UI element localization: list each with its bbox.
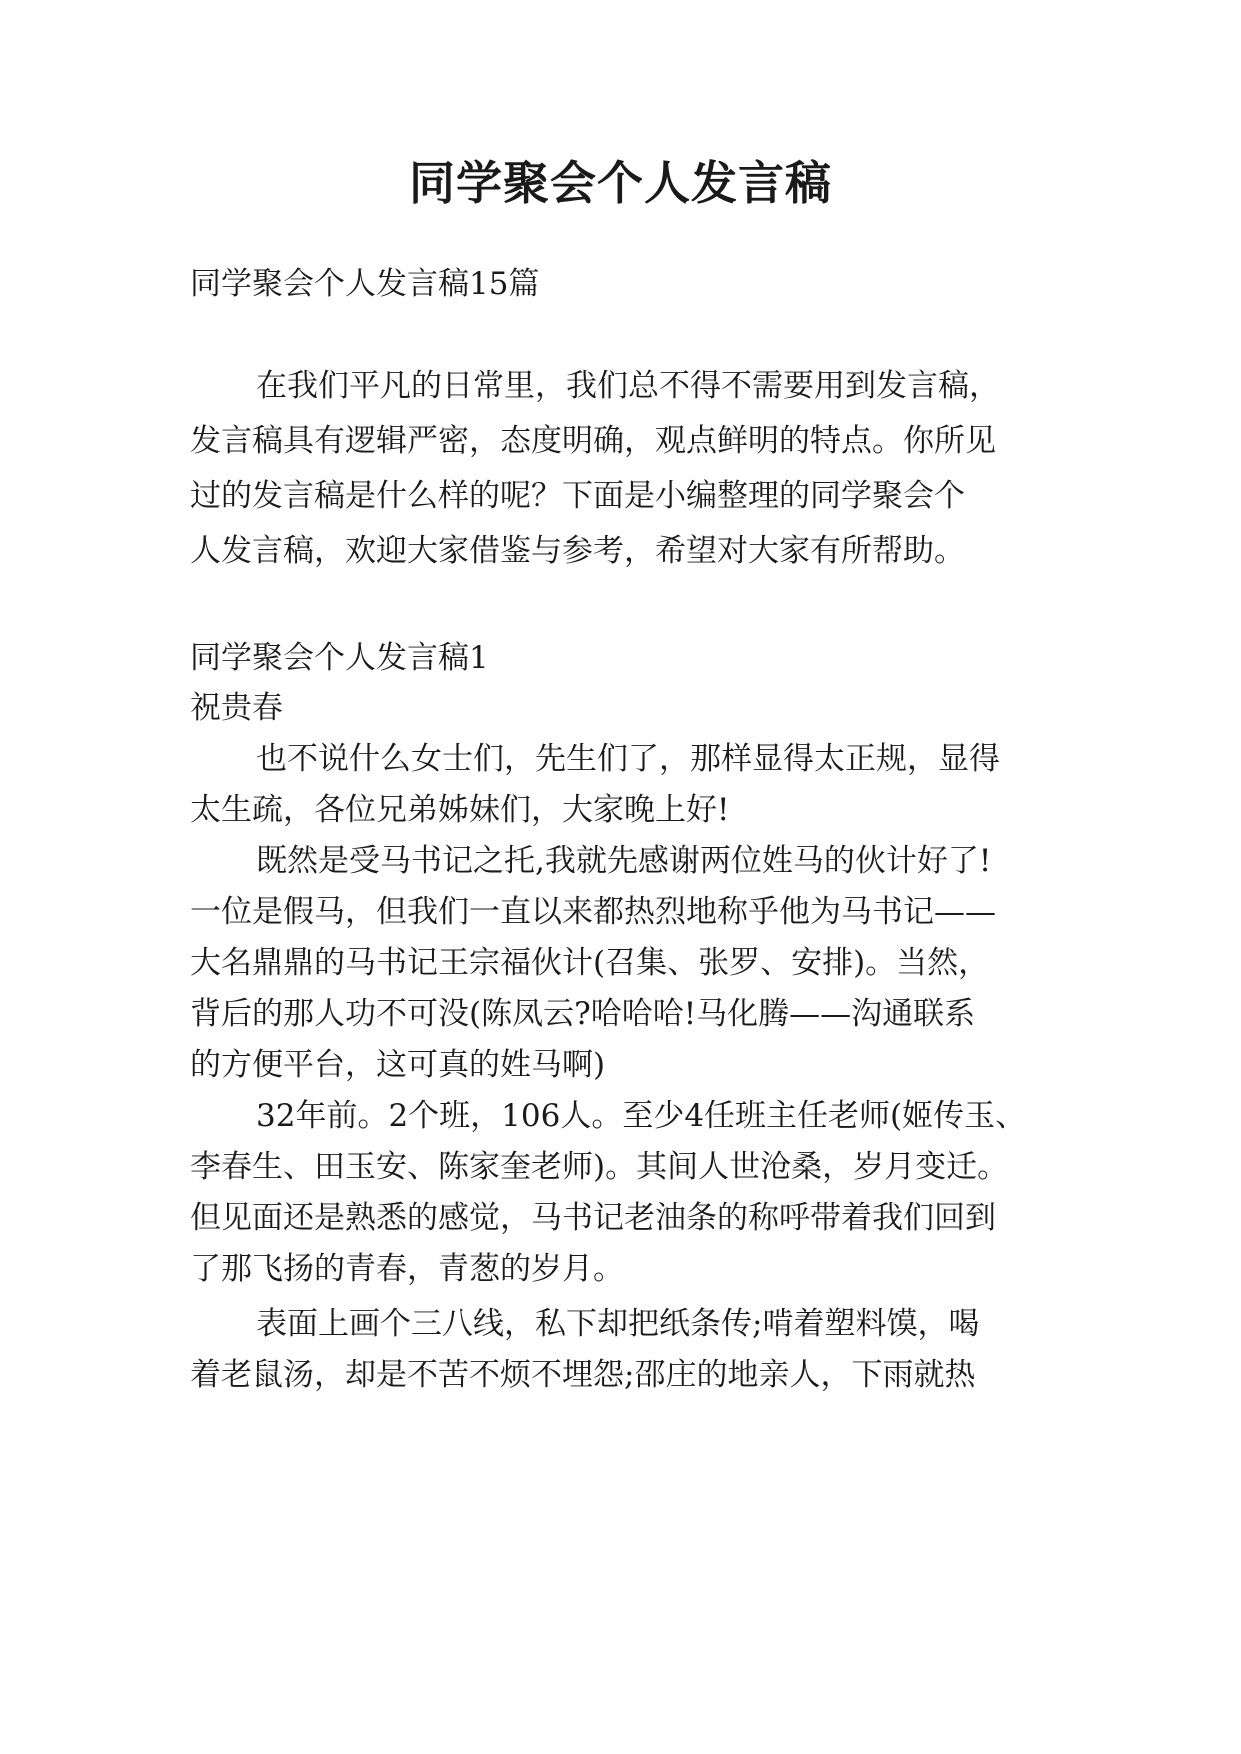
document-title: 同学聚会个人发言稿	[409, 156, 832, 210]
para2-line-2: 一位是假马，但我们一直以来都热烈地称乎他为马书记——	[190, 894, 996, 930]
para3-line-4: 了那飞扬的青春，青葱的岁月。	[190, 1251, 624, 1287]
intro-line-2: 发言稿具有逻辑严密，态度明确，观点鲜明的特点。你所见	[190, 423, 996, 459]
para2-line-5: 的方便平台，这可真的姓马啊)	[190, 1047, 606, 1083]
para2-line-4: 背后的那人功不可没(陈凤云?哈哈哈!马化腾——沟通联系	[190, 996, 976, 1032]
para2-line-1: 既然是受马书记之托,我就先感谢两位姓马的伙计好了!	[256, 843, 992, 879]
para2-line-3: 大名鼎鼎的马书记王宗福伙计(召集、张罗、安排)。当然，	[190, 945, 990, 981]
para1-line-1: 也不说什么女士们，先生们了，那样显得太正规，显得	[256, 741, 1000, 777]
intro-line-4: 人发言稿，欢迎大家借鉴与参考，希望对大家有所帮助。	[190, 533, 965, 569]
para3-line-2: 李春生、田玉安、陈家奎老师)。其间人世沧桑，岁月变迁。	[190, 1149, 1009, 1185]
intro-line-3: 过的发言稿是什么样的呢？下面是小编整理的同学聚会个	[190, 478, 965, 514]
intro-line-1: 在我们平凡的日常里，我们总不得不需要用到发言稿，	[256, 368, 1000, 404]
author-name: 祝贵春	[190, 690, 283, 726]
section-heading: 同学聚会个人发言稿1	[190, 640, 489, 676]
para4-line-1: 表面上画个三八线，私下却把纸条传;啃着塑料馍，喝	[256, 1306, 980, 1342]
document-subtitle: 同学聚会个人发言稿15篇	[190, 266, 540, 302]
para3-line-3: 但见面还是熟悉的感觉，马书记老油条的称呼带着我们回到	[190, 1200, 996, 1236]
para3-line-1: 32年前。2个班，106人。至少4任班主任老师(姬传玉、	[256, 1098, 1027, 1134]
para1-line-2: 太生疏，各位兄弟姊妹们，大家晚上好!	[190, 792, 730, 828]
para4-line-2: 着老鼠汤，却是不苦不烦不埋怨;邵庄的地亲人，下雨就热	[190, 1357, 976, 1393]
